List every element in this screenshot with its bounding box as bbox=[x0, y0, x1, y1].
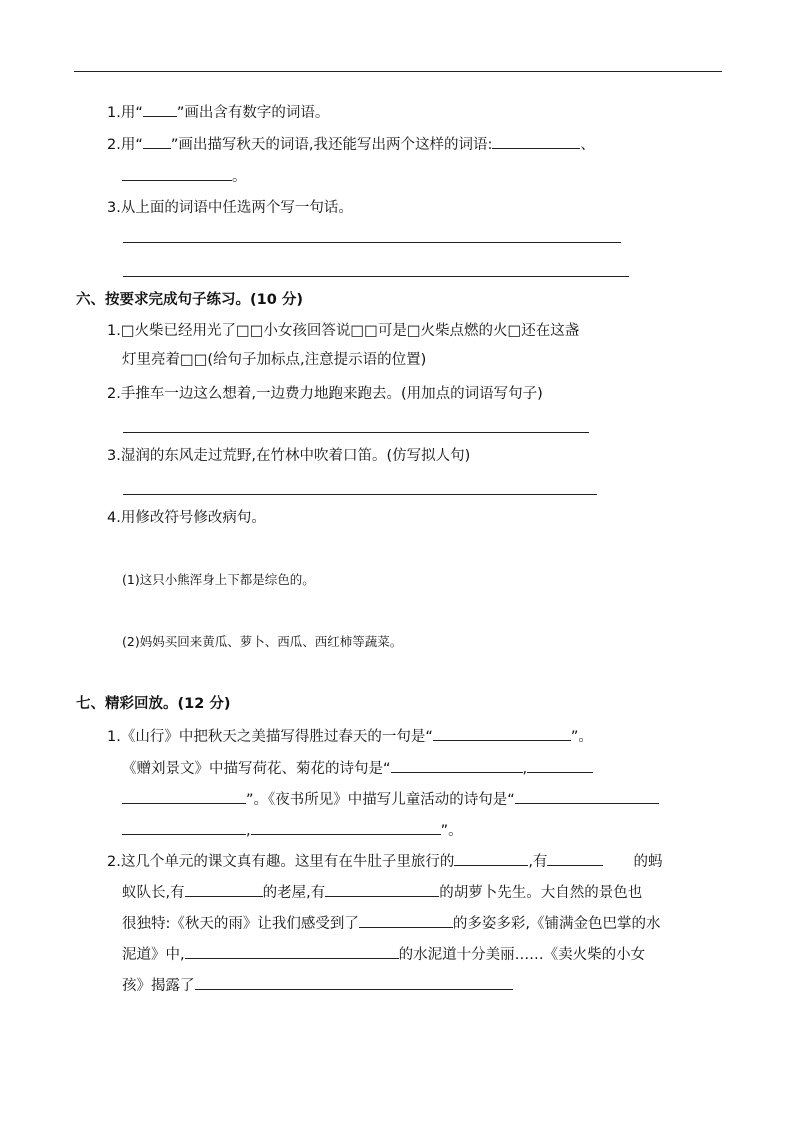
s7-item-1: 1.《山行》中把秋天之美描写得胜过春天的一句是“ ”。 bbox=[107, 726, 593, 747]
blank[interactable] bbox=[527, 758, 593, 773]
s7-line-4: , ”。 bbox=[122, 820, 463, 841]
section-7-title: 七、精彩回放。(12 分) bbox=[76, 696, 231, 712]
answer-line[interactable] bbox=[123, 494, 597, 495]
blank[interactable] bbox=[143, 134, 171, 149]
blank[interactable] bbox=[122, 166, 232, 181]
q5-item-2: 2.用“ ”画出描写秋天的词语,我还能写出两个这样的词语: 、 bbox=[107, 134, 595, 155]
answer-line[interactable] bbox=[123, 276, 629, 277]
s6-item-1-cont: 灯里亮着□□(给句子加标点,注意提示语的位置) bbox=[122, 352, 427, 368]
answer-line[interactable] bbox=[123, 432, 589, 433]
blank[interactable] bbox=[547, 851, 603, 866]
s6-item-4-1: (1)这只小熊浑身上下都是综色的。 bbox=[122, 572, 315, 587]
blank[interactable] bbox=[122, 789, 246, 804]
blank[interactable] bbox=[325, 882, 439, 897]
answer-line[interactable] bbox=[123, 242, 621, 243]
blank[interactable] bbox=[251, 820, 441, 835]
section-6-title: 六、按要求完成句子练习。(10 分) bbox=[76, 292, 303, 308]
blank[interactable] bbox=[515, 789, 659, 804]
q5-item-2-cont: 。 bbox=[122, 166, 247, 187]
s7-item-2-line-4: 泥道》中, 的水泥道十分美丽……《卖火柴的小女 bbox=[122, 944, 645, 965]
s6-item-4: 4.用修改符号修改病句。 bbox=[107, 510, 266, 526]
blank[interactable] bbox=[122, 820, 246, 835]
header-rule bbox=[74, 71, 722, 72]
blank[interactable] bbox=[454, 851, 528, 866]
s7-item-2: 2.这几个单元的课文真有趣。这里有在牛肚子里旅行的 ,有 的蚂 bbox=[107, 851, 662, 872]
blank[interactable] bbox=[492, 134, 580, 149]
blank[interactable] bbox=[433, 726, 571, 741]
blank[interactable] bbox=[185, 944, 399, 959]
s7-line-2: 《赠刘景文》中描写荷花、菊花的诗句是“ , bbox=[122, 758, 593, 779]
blank[interactable] bbox=[185, 882, 263, 897]
q5-item-3: 3.从上面的词语中任选两个写一句话。 bbox=[107, 200, 353, 216]
s6-item-2: 2.手推车一边这么想着,一边费力地跑来跑去。(用加点的词语写句子) bbox=[107, 386, 543, 402]
blank[interactable] bbox=[391, 758, 523, 773]
s6-item-3: 3.湿润的东风走过荒野,在竹林中吹着口笛。(仿写拟人句) bbox=[107, 448, 471, 464]
s6-item-4-2: (2)妈妈买回来黄瓜、萝卜、西瓜、西红柿等蔬菜。 bbox=[122, 634, 403, 649]
s6-item-1: 1.□火柴已经用光了□□小女孩回答说□□可是□火柴点燃的火□还在这盏 bbox=[107, 323, 580, 339]
q5-item-1: 1.用“ ”画出含有数字的词语。 bbox=[107, 102, 329, 123]
blank[interactable] bbox=[195, 975, 513, 990]
s7-line-3: ”。《夜书所见》中描写儿童活动的诗句是“ bbox=[122, 789, 659, 810]
s7-item-2-line-2: 蚁队长,有 的老屋,有 的胡萝卜先生。大自然的景色也 bbox=[122, 882, 642, 903]
s7-item-2-line-5: 孩》揭露了 bbox=[122, 975, 513, 996]
blank[interactable] bbox=[359, 913, 453, 928]
blank[interactable] bbox=[143, 102, 177, 117]
s7-item-2-line-3: 很独特:《秋天的雨》让我们感受到了 的多姿多彩,《铺满金色巴掌的水 bbox=[122, 913, 661, 934]
